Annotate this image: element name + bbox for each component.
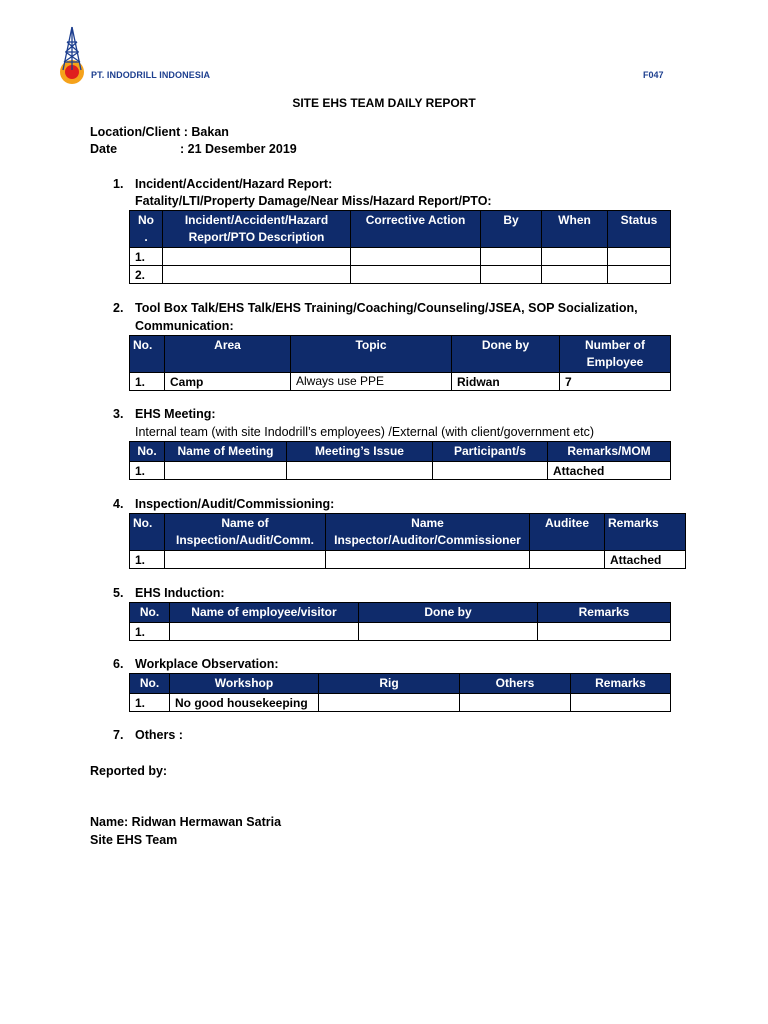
col-header-topic: Topic <box>291 336 452 373</box>
date-label: Date <box>90 142 118 156</box>
cell-topic: Always use PPE <box>291 373 452 391</box>
table-row <box>130 266 671 284</box>
col-header-area: Area <box>165 336 291 373</box>
col-header-workshop: Workshop <box>170 674 319 694</box>
cell-when <box>542 248 608 266</box>
col-header-remarks-mom: Remarks/MOM <box>548 442 671 462</box>
incident-table <box>129 210 671 284</box>
section-number: 4. <box>113 497 124 511</box>
table-row <box>130 551 686 569</box>
table-row <box>130 623 671 641</box>
cell-no: 1. <box>130 248 163 266</box>
col-header-others: Others <box>460 674 571 694</box>
cell-name-of-employee <box>170 623 359 641</box>
reported-by-label: Reported by: <box>90 764 168 778</box>
section-title: EHS Meeting: <box>135 407 216 421</box>
col-header-no: No. <box>130 336 165 373</box>
col-header-no: No . <box>130 211 163 248</box>
inspection-table <box>129 513 686 569</box>
location-value: Bakan <box>191 125 229 139</box>
section-4-heading <box>113 497 334 511</box>
section-2-subtitle: Communication: <box>135 319 234 333</box>
section-3-heading <box>113 407 216 421</box>
cell-remarks <box>571 694 671 712</box>
company-name: PT. INDODRILL INDONESIA <box>91 70 211 80</box>
cell-remarks: Attached <box>605 551 686 569</box>
section-number: 3. <box>113 407 124 421</box>
cell-description <box>163 248 351 266</box>
section-1-heading <box>113 177 332 191</box>
col-header-done-by: Done by <box>452 336 560 373</box>
section-title: Others : <box>135 728 183 742</box>
col-header-auditee: Auditee <box>530 514 605 551</box>
cell-no: 1. <box>130 373 165 391</box>
cell-others <box>460 694 571 712</box>
location-label: Location/Client : <box>90 125 188 139</box>
table-row <box>130 694 671 712</box>
cell-meeting-issue <box>287 462 433 480</box>
cell-no: 1. <box>130 623 170 641</box>
cell-status <box>608 266 671 284</box>
table-row <box>130 462 671 480</box>
table-header-row <box>130 211 671 248</box>
col-header-remarks: Remarks <box>571 674 671 694</box>
form-number: F047 <box>643 70 664 80</box>
section-title: EHS Induction: <box>135 586 225 600</box>
cell-no: 1. <box>130 551 165 569</box>
report-title: SITE EHS TEAM DAILY REPORT <box>292 96 476 110</box>
cell-status <box>608 248 671 266</box>
table-header-row <box>130 514 686 551</box>
col-header-no: No. <box>130 514 165 551</box>
col-header-no: No. <box>130 674 170 694</box>
cell-number-of-employee: 7 <box>560 373 671 391</box>
col-header-by: By <box>481 211 542 248</box>
col-header-name-of-employee: Name of employee/visitor <box>170 603 359 623</box>
cell-remarks <box>538 623 671 641</box>
cell-name-of-inspection <box>165 551 326 569</box>
section-number: 5. <box>113 586 124 600</box>
cell-rig <box>319 694 460 712</box>
cell-remarks-mom: Attached <box>548 462 671 480</box>
cell-area: Camp <box>165 373 291 391</box>
col-header-remarks: Remarks <box>605 514 686 551</box>
table-row <box>130 248 671 266</box>
cell-no: 2. <box>130 266 163 284</box>
col-header-no: No. <box>130 442 165 462</box>
cell-by <box>481 248 542 266</box>
cell-no: 1. <box>130 462 165 480</box>
table-row <box>130 373 671 391</box>
col-header-status: Status <box>608 211 671 248</box>
section-2-heading <box>113 301 638 315</box>
toolbox-talk-table <box>129 335 671 391</box>
section-title: Tool Box Talk/EHS Talk/EHS Training/Coaching/Counseling/JSEA, SOP Socialization, <box>135 301 638 315</box>
cell-participants <box>433 462 548 480</box>
section-title: Workplace Observation: <box>135 657 279 671</box>
table-header-row <box>130 336 671 373</box>
cell-done-by <box>359 623 538 641</box>
section-title: Incident/Accident/Hazard Report: <box>135 177 333 191</box>
cell-corrective-action <box>351 248 481 266</box>
table-header-row <box>130 603 671 623</box>
col-header-inspector-name: Name Inspector/Auditor/Commissioner <box>326 514 530 551</box>
table-header-row <box>130 674 671 694</box>
ehs-meeting-table <box>129 441 671 480</box>
col-header-remarks: Remarks <box>538 603 671 623</box>
section-7-heading <box>113 728 183 742</box>
col-header-number-of-employee: Number of Employee <box>560 336 671 373</box>
section-3-subtitle: Internal team (with site Indodrill’s employees) /External (with client/government etc) <box>135 425 594 439</box>
drilling-rig-logo-icon <box>56 24 92 86</box>
location-line <box>90 125 229 139</box>
table-header-row <box>130 442 671 462</box>
section-title: Inspection/Audit/Commissioning: <box>135 497 335 511</box>
reporter-name: Name: Ridwan Hermawan Satria <box>90 815 282 829</box>
col-header-done-by: Done by <box>359 603 538 623</box>
cell-by <box>481 266 542 284</box>
ehs-induction-table <box>129 602 671 641</box>
cell-when <box>542 266 608 284</box>
cell-no: 1. <box>130 694 170 712</box>
col-header-no: No. <box>130 603 170 623</box>
col-header-participants: Participant/s <box>433 442 548 462</box>
cell-name-of-meeting <box>165 462 287 480</box>
col-header-corrective-action: Corrective Action <box>351 211 481 248</box>
section-number: 6. <box>113 657 124 671</box>
section-1-subtitle: Fatality/LTI/Property Damage/Near Miss/Hazard Report/PTO: <box>135 194 492 208</box>
col-header-name-of-meeting: Name of Meeting <box>165 442 287 462</box>
section-5-heading <box>113 586 225 600</box>
cell-done-by: Ridwan <box>452 373 560 391</box>
col-header-rig: Rig <box>319 674 460 694</box>
reporter-team: Site EHS Team <box>90 833 178 847</box>
cell-workshop: No good housekeeping <box>170 694 319 712</box>
cell-inspector-name <box>326 551 530 569</box>
cell-description <box>163 266 351 284</box>
section-6-heading <box>113 657 279 671</box>
col-header-description: Incident/Accident/Hazard Report/PTO Description <box>163 211 351 248</box>
date-value: : 21 Desember 2019 <box>180 142 297 156</box>
section-number: 7. <box>113 728 124 742</box>
cell-auditee <box>530 551 605 569</box>
section-number: 1. <box>113 177 124 191</box>
col-header-when: When <box>542 211 608 248</box>
workplace-observation-table <box>129 673 671 712</box>
cell-corrective-action <box>351 266 481 284</box>
col-header-meeting-issue: Meeting’s Issue <box>287 442 433 462</box>
col-header-name-of-inspection: Name of Inspection/Audit/Comm. <box>165 514 326 551</box>
date-line <box>90 142 297 156</box>
section-number: 2. <box>113 301 124 315</box>
